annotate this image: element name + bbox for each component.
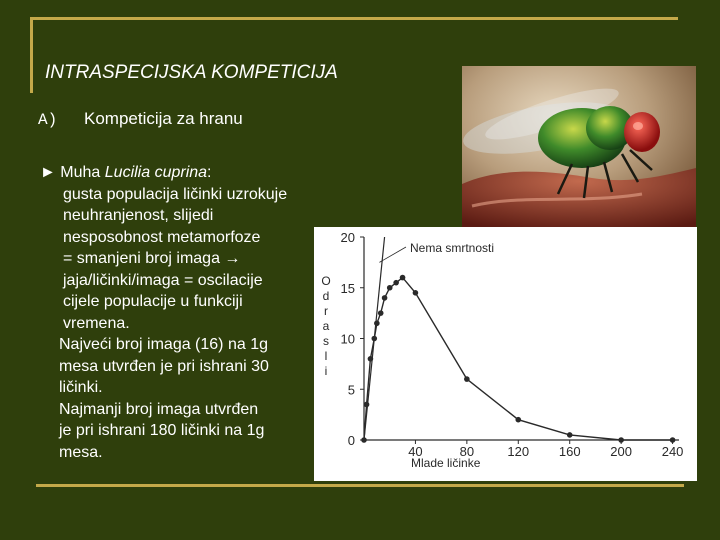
- data-point: [371, 336, 377, 342]
- body-line-13: je pri ishrani 180 ličinki na 1g: [59, 422, 265, 439]
- y-label-letter: i: [324, 364, 328, 378]
- species-name: Lucilia cuprina: [104, 164, 208, 181]
- y-label-letter: l: [324, 349, 328, 363]
- body-line-9: Najveći broj imaga (16) na 1g: [59, 336, 268, 353]
- data-point: [515, 417, 521, 423]
- slide-title: INTRASPECIJSKA KOMPETICIJA: [45, 62, 338, 83]
- data-point: [387, 285, 393, 291]
- body-line-8: vremena.: [63, 314, 130, 332]
- data-point: [368, 356, 374, 362]
- chart-annotation: Nema smrtnosti: [410, 241, 495, 255]
- y-tick-label: 10: [340, 331, 355, 347]
- body-line-14: mesa.: [59, 443, 103, 461]
- x-tick-label: 120: [507, 444, 530, 459]
- population-graph: [314, 227, 697, 481]
- data-point: [618, 437, 624, 443]
- data-point: [393, 280, 399, 286]
- y-label-letter: O: [321, 274, 331, 288]
- blowfly-photo: [462, 66, 696, 234]
- subtitle-text: Kompeticija za hranu: [84, 109, 243, 128]
- body-line-5: = smanjeni broj imaga →: [63, 250, 241, 267]
- body-line-2: gusta populacija ličinki uzrokuje: [63, 185, 288, 203]
- data-point: [670, 437, 676, 443]
- body-line-7: cijele populacije u funkciji: [63, 293, 243, 310]
- data-point: [413, 290, 419, 296]
- data-point: [464, 376, 470, 382]
- frame-bottom-line: [36, 484, 684, 487]
- y-tick-label: 0: [347, 433, 355, 448]
- data-point: [378, 310, 384, 316]
- data-point: [364, 402, 370, 408]
- data-point: [374, 320, 380, 326]
- bullet-line: [40, 162, 320, 184]
- y-tick-label: 20: [340, 230, 355, 245]
- data-point: [361, 437, 367, 443]
- body-line-1-pre: Muha: [60, 164, 105, 181]
- adults-curve: [364, 278, 673, 440]
- x-tick-label: 80: [459, 444, 475, 459]
- data-point: [400, 275, 406, 281]
- body-line-10: mesa utvrđen je pri ishrani 30: [59, 357, 269, 375]
- body-line-6: jaja/ličinki/imaga = oscilacije: [63, 271, 263, 289]
- y-label-letter: s: [323, 334, 329, 348]
- y-label-letter: d: [322, 289, 330, 303]
- frame-top-line: [30, 17, 678, 20]
- body-line-12: Najmanji broj imaga utvrđen: [59, 400, 259, 418]
- body-line-3: neuhranjenost, slijedi: [63, 207, 214, 224]
- y-label-letter: a: [322, 319, 330, 333]
- x-tick-label: 40: [408, 444, 423, 459]
- frame-left-line: [30, 17, 33, 93]
- data-point: [567, 432, 573, 438]
- body-line-11: ličinki.: [59, 379, 103, 396]
- blowfly-illustration: [462, 66, 696, 234]
- y-tick-label: 5: [347, 382, 355, 398]
- x-tick-label: 200: [610, 444, 632, 459]
- y-label-letter: r: [324, 304, 328, 318]
- body-line-1-post: :: [207, 164, 212, 181]
- x-tick-label: 160: [558, 444, 581, 459]
- slide-body-text: [40, 162, 320, 463]
- subtitle-letter: A): [38, 111, 58, 129]
- bullet-icon: ►: [40, 164, 56, 181]
- body-line-4: nesposobnost metamorfoze: [63, 228, 261, 246]
- y-tick-label: 15: [340, 280, 355, 296]
- chart-svg: [314, 227, 697, 481]
- chart-xlabel: Mlade ličinke: [411, 456, 481, 470]
- x-tick-label: 240: [661, 444, 684, 459]
- slide-subtitle: [38, 109, 243, 129]
- data-point: [382, 295, 388, 301]
